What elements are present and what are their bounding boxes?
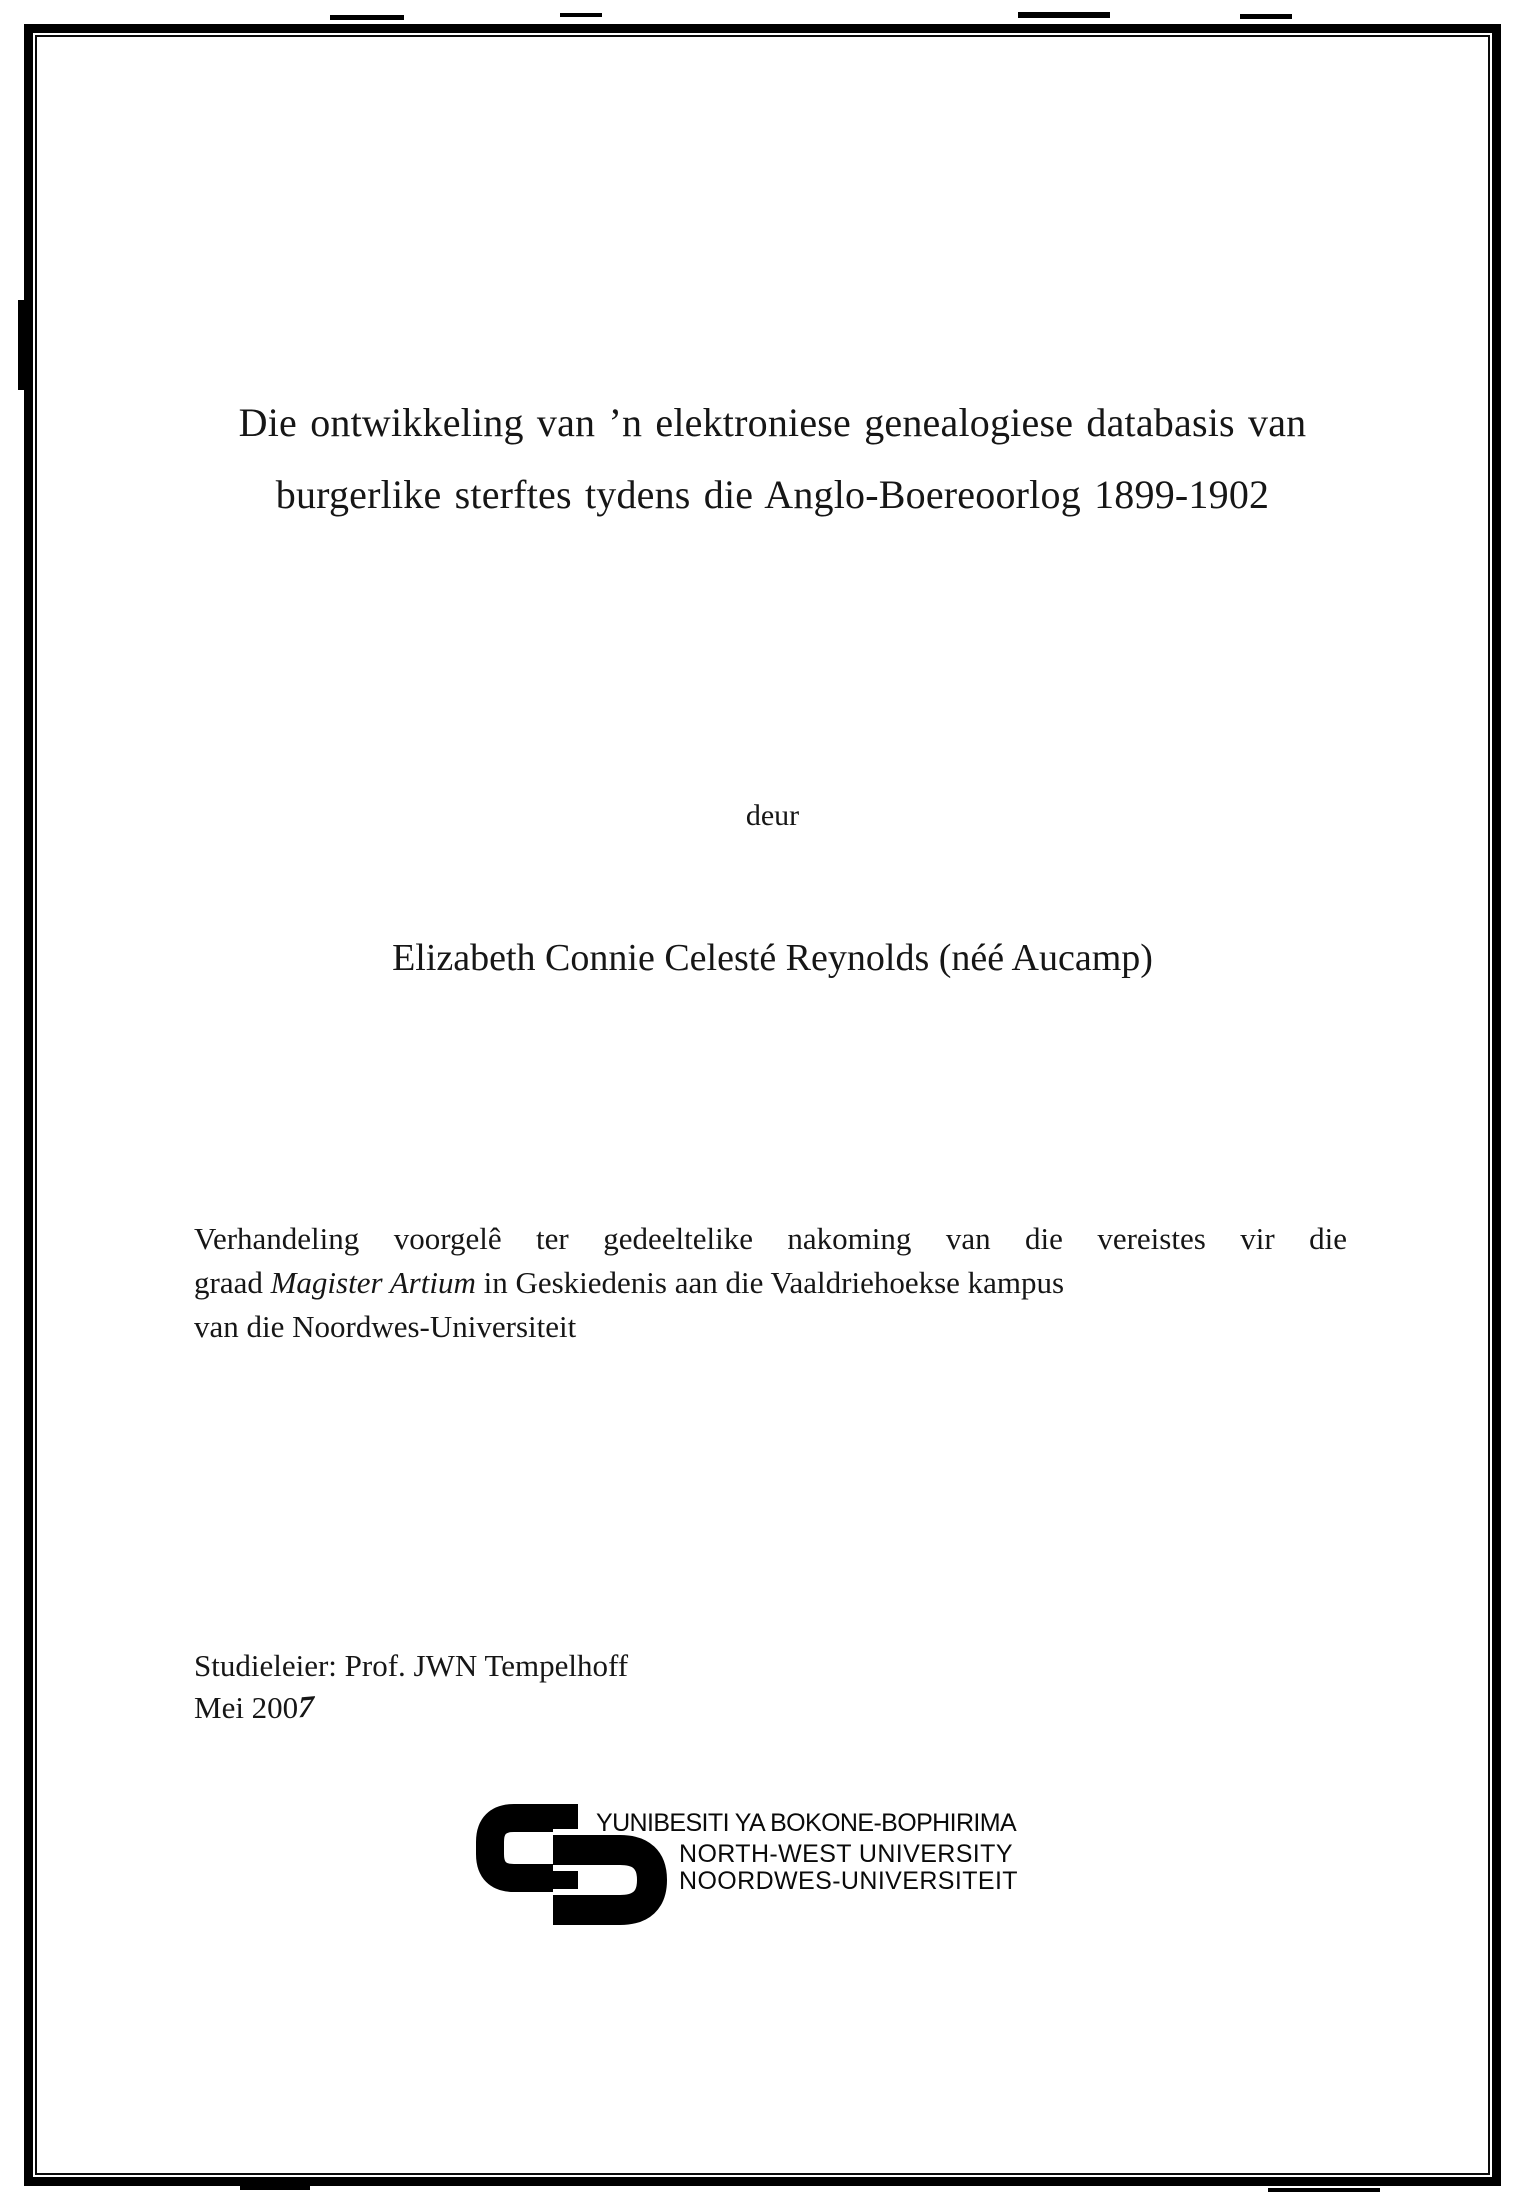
date-line (194, 1687, 628, 1729)
logo-text-line-3: NOORDWES-UNIVERSITEIT (679, 1867, 1018, 1895)
degree-statement-line-2 (194, 1261, 1347, 1305)
degree-statement (194, 1217, 1347, 1349)
scan-artifact (1018, 12, 1110, 18)
scan-artifact (330, 15, 404, 20)
author-name: Elizabeth Connie Celesté Reynolds (néé Aucamp) (392, 937, 1153, 979)
scan-artifact (1240, 14, 1292, 19)
date-prefix: Mei 200 (194, 1690, 299, 1725)
degree-statement-line-2-suffix: in Geskiedenis aan die Vaaldriehoekse kampus (475, 1265, 1065, 1300)
university-logo (474, 1802, 1114, 1934)
degree-statement-line-3: van die Noordwes-Universiteit (194, 1309, 577, 1344)
degree-statement-line-2-prefix: graad (194, 1265, 271, 1300)
scan-artifact (560, 13, 602, 17)
logo-text-line-1: YUNIBESITI YA BOKONE-BOPHIRIMA (596, 1809, 1017, 1837)
supervisor-line: Studieleier: Prof. JWN Tempelhoff (194, 1648, 629, 1683)
scan-artifact (240, 2186, 310, 2190)
scan-artifact (1268, 2188, 1380, 2192)
thesis-title-line-1: Die ontwikkeling van ’n elektroniese genealogiese databasis van (238, 400, 1307, 445)
degree-name-italic: Magister Artium (270, 1265, 476, 1300)
byline-deur: deur (745, 799, 800, 832)
logo-text-line-2: NORTH-WEST UNIVERSITY (679, 1840, 1013, 1868)
thesis-title-line-2: burgerlike sterftes tydens die Anglo-Boereoorlog 1899-1902 (275, 472, 1270, 517)
supervisor-block (194, 1645, 628, 1729)
degree-statement-line-1: Verhandeling voorgelê ter gedeeltelike nakoming van die vereistes vir die (194, 1221, 1347, 1256)
date-last-digit: 7 (294, 1688, 318, 1725)
